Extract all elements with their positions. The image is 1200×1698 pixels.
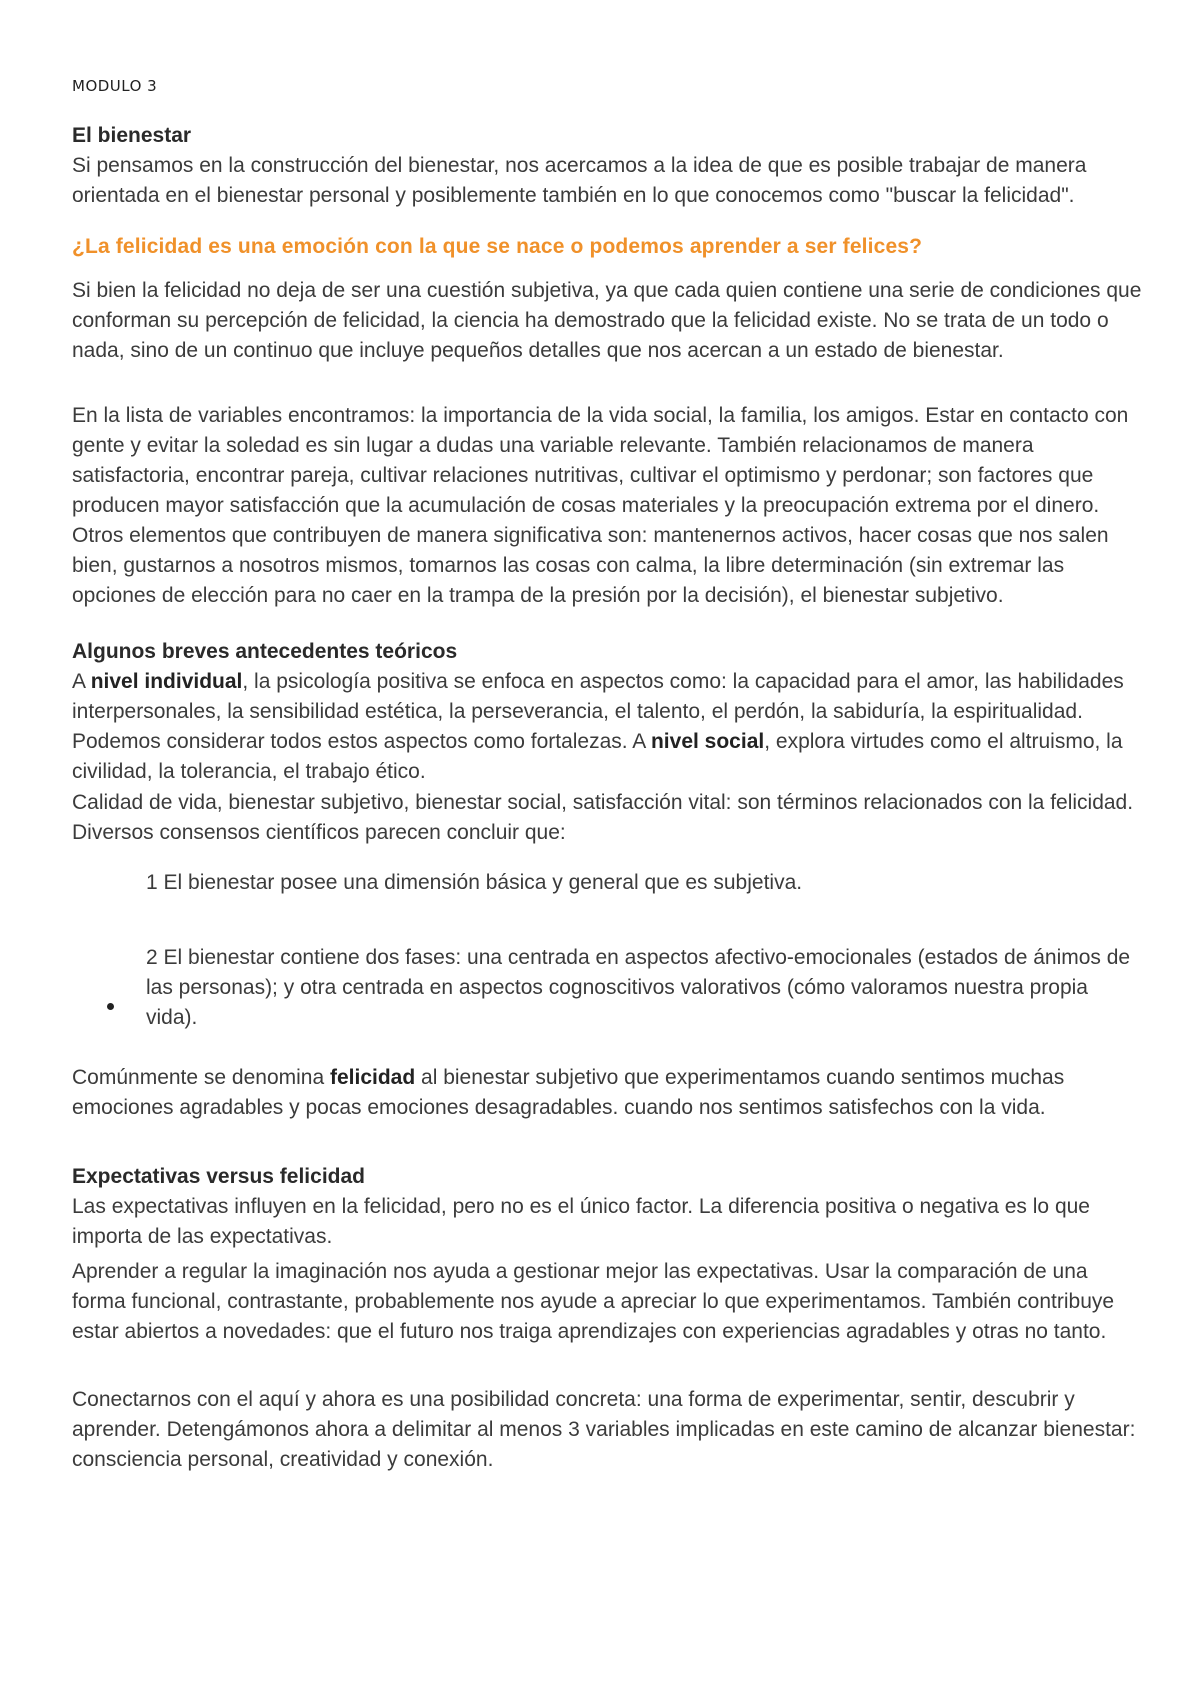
section-expectativas	[72, 1162, 1142, 1252]
paragraph-block	[72, 1063, 1142, 1123]
question-callout	[72, 232, 1142, 262]
paragraph: Conectarnos con el aquí y ahora es una posibilidad concreta: una forma de experimentar, sentir, descubrir y aprender. Detengámonos ahora a delimitar al menos 3 variables implicadas en este camino de alcanzar bienestar: consciencia personal, creatividad y conexión.	[72, 1388, 1136, 1471]
section-heading: El bienestar	[72, 124, 192, 147]
bold-term: felicidad	[329, 1066, 416, 1089]
section-antecedentes	[72, 637, 1142, 787]
paragraph: A nivel individual, la psicología positiva se enfoca en aspectos como: la capacidad para el amor, las habilidades interpersonales, la sensibilidad estética, la perseverancia, el talento, el perdón, la sabiduría, la espiritualidad. Podemos considerar todos estos aspectos como fortalezas. A nivel social, explora virtudes como el altruismo, la civilidad, la tolerancia, el trabajo ético.	[72, 670, 1124, 783]
section-bienestar	[72, 121, 1142, 211]
bold-term: nivel social	[650, 730, 765, 753]
paragraph-block	[72, 1385, 1142, 1475]
paragraph-block	[72, 401, 1142, 611]
bullet-icon	[107, 1003, 114, 1010]
bold-term: nivel individual	[90, 670, 243, 693]
paragraph: En la lista de variables encontramos: la importancia de la vida social, la familia, los amigos. Estar en contacto con gente y evitar la soledad es sin lugar a dudas una variable relevante. También relacionamos de manera satisfactoria, encontrar pareja, cultivar relaciones nutritivas, cultivar el optimismo y perdonar; son factores que producen mayor satisfacción que la acumulación de cosas materiales y la preocupación extrema por el dinero. Otros elementos que contribuyen de manera significativa son: mantenernos activos, hacer cosas que nos salen bien, gustarnos a nosotros mismos, tomarnos las cosas con calma, la libre determinación (sin extremar las opciones de elección para no caer en la trampa de la presión por la decisión), el bienestar subjetivo.	[72, 404, 1129, 607]
module-label: MODULO 3	[72, 77, 158, 95]
section-heading: Algunos breves antecedentes teóricos	[72, 640, 458, 663]
section-heading: Expectativas versus felicidad	[72, 1165, 365, 1188]
list-item: 2 El bienestar contiene dos fases: una centrada en aspectos afectivo-emocionales (estados de ánimos de las personas); y otra centrada en aspectos cognoscitivos valorativos (cómo valoramos nuestra propia vida).	[146, 946, 1131, 1029]
paragraph: Si bien la felicidad no deja de ser una cuestión subjetiva, ya que cada quien contiene una serie de condiciones que conforman su percepción de felicidad, la ciencia ha demostrado que la felicidad existe. No se trata de un todo o nada, sino de un continuo que incluye pequeños detalles que nos acercan a un estado de bienestar.	[72, 279, 1142, 362]
paragraph: Si pensamos en la construcción del bienestar, nos acercamos a la idea de que es posible trabajar de manera orientada en el bienestar personal y posiblemente también en lo que conocemos como "buscar la felicidad".	[72, 154, 1087, 207]
list-item: 1 El bienestar posee una dimensión básica y general que es subjetiva.	[146, 871, 803, 894]
paragraph-block	[72, 276, 1142, 366]
paragraph-block	[72, 788, 1142, 848]
paragraph: Aprender a regular la imaginación nos ayuda a gestionar mejor las expectativas. Usar la comparación de una forma funcional, contrastante, probablemente nos ayude a apreciar lo que experimentamos. También contribuye estar abiertos a novedades: que el futuro nos traiga aprendizajes con experiencias agradables y otras no tanto.	[72, 1260, 1115, 1343]
paragraph-block	[72, 1257, 1142, 1347]
highlight-question: ¿La felicidad es una emoción con la que se nace o podemos aprender a ser felices?	[72, 235, 923, 258]
paragraph: Comúnmente se denomina felicidad al bienestar subjetivo que experimentamos cuando sentimos muchas emociones agradables y pocas emociones desagradables. cuando nos sentimos satisfechos con la vida.	[72, 1066, 1065, 1119]
paragraph: Calidad de vida, bienestar subjetivo, bienestar social, satisfacción vital: son términos relacionados con la felicidad. Diversos consensos científicos parecen concluir que:	[72, 791, 1134, 844]
paragraph: Las expectativas influyen en la felicidad, pero no es el único factor. La diferencia positiva o negativa es lo que importa de las expectativas.	[72, 1195, 1090, 1248]
